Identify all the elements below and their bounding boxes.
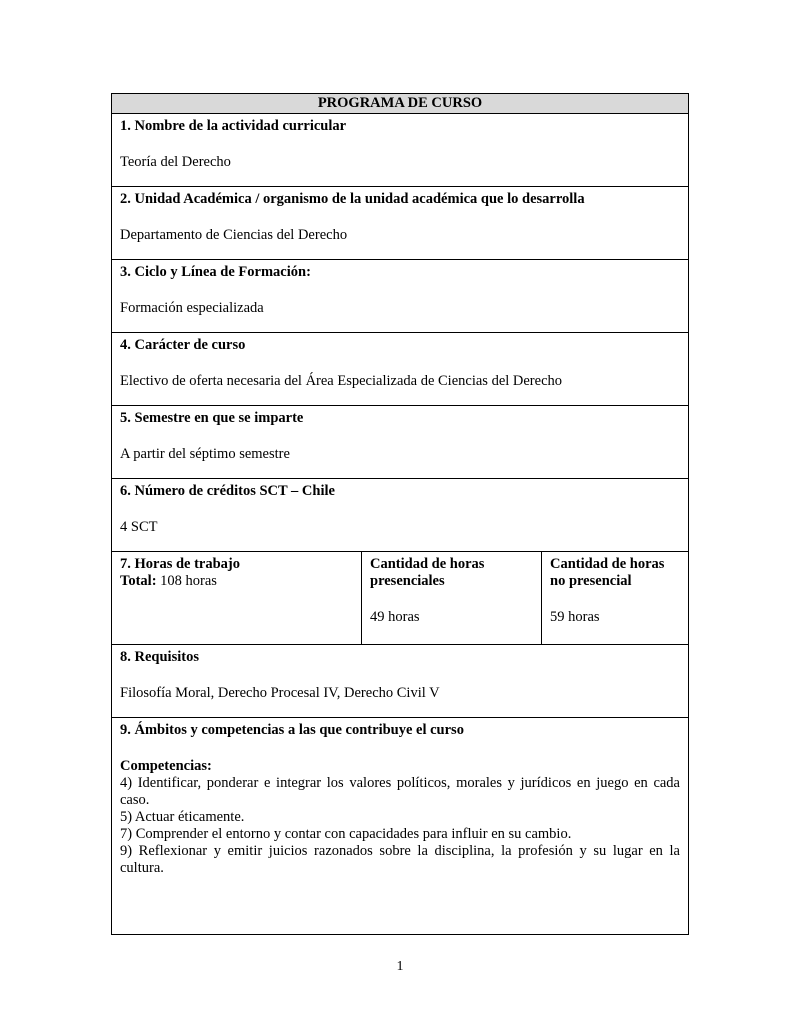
section-title: 3. Ciclo y Línea de Formación: xyxy=(120,264,311,280)
section-value: Departamento de Ciencias del Derecho xyxy=(120,227,348,243)
course-program-form xyxy=(111,93,689,935)
hours-title: 7. Horas de trabajo xyxy=(120,556,241,572)
section-value: Teoría del Derecho xyxy=(120,154,231,170)
form-header: PROGRAMA DE CURSO xyxy=(112,94,688,114)
section-title: 9. Ámbitos y competencias a las que contribuye el curso xyxy=(120,722,464,738)
section-course-character xyxy=(112,333,688,406)
hours-total xyxy=(120,573,353,590)
no-presencial-label-line1: Cantidad de horas xyxy=(550,556,665,572)
section-course-name xyxy=(112,114,688,187)
competencias-label: Competencias: xyxy=(120,758,212,774)
section-title: 4. Carácter de curso xyxy=(120,337,246,353)
no-presencial-label-line2: no presencial xyxy=(550,573,632,589)
section-requisitos xyxy=(112,645,688,718)
section-value: Formación especializada xyxy=(120,300,264,316)
presencial-value: 49 horas xyxy=(370,609,420,625)
hours-presencial-cell xyxy=(362,552,542,644)
section-title: 5. Semestre en que se imparte xyxy=(120,410,304,426)
section-work-hours xyxy=(112,552,688,645)
section-competencias xyxy=(112,718,688,934)
hours-total-label: Total: xyxy=(120,573,157,589)
section-credits xyxy=(112,479,688,552)
competencia-item: 5) Actuar éticamente. xyxy=(120,809,245,825)
section-title: 2. Unidad Académica / organismo de la unidad académica que lo desarrolla xyxy=(120,191,585,207)
no-presencial-value: 59 horas xyxy=(550,609,600,625)
competencia-item: 7) Comprender el entorno y contar con capacidades para influir en su cambio. xyxy=(120,826,572,842)
section-cycle xyxy=(112,260,688,333)
presencial-label-line1: Cantidad de horas xyxy=(370,556,485,572)
section-value: 4 SCT xyxy=(120,519,158,535)
presencial-label-line2: presenciales xyxy=(370,573,445,589)
section-value: A partir del séptimo semestre xyxy=(120,446,290,462)
section-value: Filosofía Moral, Derecho Procesal IV, Derecho Civil V xyxy=(120,685,440,701)
section-title: 8. Requisitos xyxy=(120,649,199,665)
section-title: 6. Número de créditos SCT – Chile xyxy=(120,483,335,499)
hours-total-value: 108 horas xyxy=(156,573,217,589)
section-semester xyxy=(112,406,688,479)
hours-total-cell xyxy=(112,552,362,644)
competencia-item: 9) Reflexionar y emitir juicios razonados sobre la disciplina, la profesión y su lugar en la cultura. xyxy=(120,843,680,876)
hours-no-presencial-cell xyxy=(542,552,688,644)
section-academic-unit xyxy=(112,187,688,260)
section-title: 1. Nombre de la actividad curricular xyxy=(120,118,347,134)
page-number: 1 xyxy=(396,959,404,974)
section-value: Electivo de oferta necesaria del Área Especializada de Ciencias del Derecho xyxy=(120,373,563,389)
competencia-item: 4) Identificar, ponderar e integrar los valores políticos, morales y jurídicos en juego en cada caso. xyxy=(120,775,680,808)
